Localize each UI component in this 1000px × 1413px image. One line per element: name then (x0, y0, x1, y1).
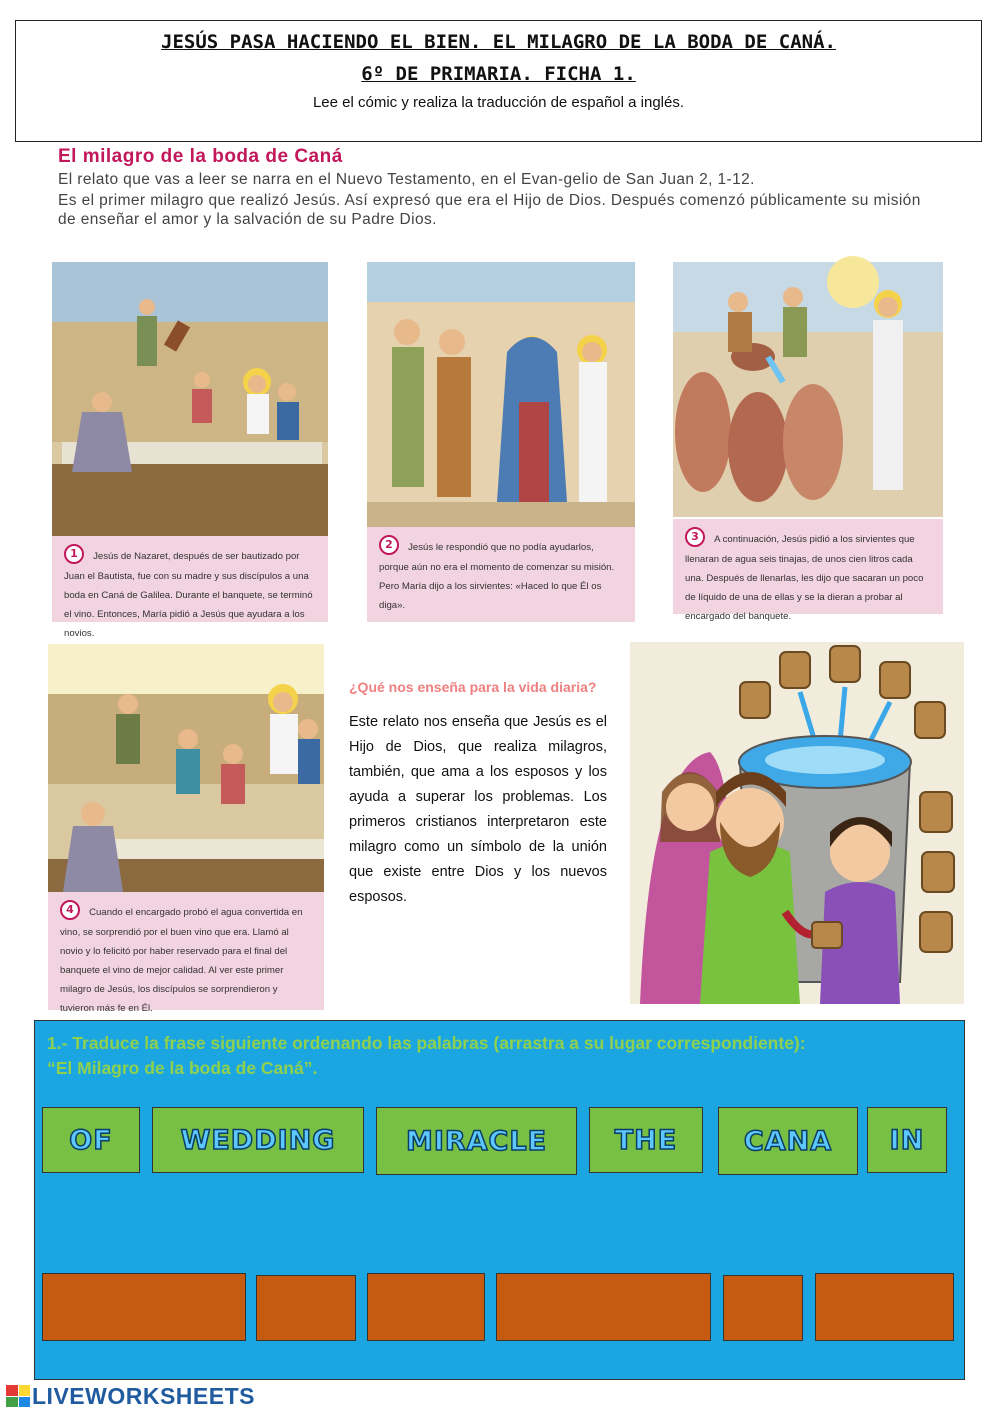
comic-panel-1 (52, 262, 328, 639)
drop-slot-6[interactable] (815, 1273, 954, 1341)
intro-paragraph-1: El relato que vas a leer se narra en el Nuevo Testamento, en el Evan-gelio de San Juan 2, 1-12. (58, 171, 755, 188)
caption-text-3: A continuación, Jesús pidió a los sirvientes que llenaran de agua seis tinajas, de unos cien litros cada una. Después de llenarlas, les dijo que sacaran un poco de líquido de una de ellas y se la dieran a probar al encargado del banquete. (685, 534, 924, 622)
worksheet-title: JESÚS PASA HACIENDO EL BIEN. EL MILAGRO DE LA BODA DE CANÁ. (161, 31, 836, 53)
worksheet-instruction: Lee el cómic y realiza la traducción de español a inglés. (312, 94, 685, 111)
drop-slot-4[interactable] (496, 1273, 711, 1341)
word-tile-label: CANA (743, 1125, 833, 1157)
word-tile-cana[interactable] (718, 1107, 858, 1175)
footer-brand (6, 1383, 255, 1409)
caption-text-2: Jesús le respondió que no podía ayudarlos, porque aún no era el momento de comenzar su misión. Pero María dijo a los sirvientes: «Haced lo que Él os diga». (379, 542, 615, 611)
drop-slot-5[interactable] (723, 1275, 803, 1341)
worksheet-header (15, 20, 982, 142)
intro-paragraph-2: Es el primer milagro que realizó Jesús. Así expresó que era el Hijo de Dios. Después comenzó públicamente su misión de enseñar el amor y la salvación de su Padre Dios. (58, 192, 921, 228)
drop-slot-1[interactable] (42, 1273, 246, 1341)
panel-number-3: 3 (685, 527, 705, 547)
comic-panel-2 (367, 262, 635, 622)
exercise-area (34, 1020, 965, 1380)
comic-caption-4 (48, 892, 324, 1014)
word-tile-label: THE (614, 1124, 678, 1156)
comic-panel-4 (48, 644, 324, 1014)
lesson-question: ¿Qué nos enseña para la vida diaria? (349, 679, 597, 695)
lesson-section (349, 676, 607, 910)
caption-text-1: Jesús de Nazaret, después de ser bautizado por Juan el Bautista, fue con su madre y sus discípulos a una boda en Caná de Galilea. Durante el banquete, se terminó el vino. Entonces, María pidió a Jesús que ayudara a los novios. (64, 551, 313, 639)
exercise-instruction-line-2: “El Milagro de la boda de Caná”. (47, 1058, 318, 1078)
comic-illustration-3 (673, 262, 943, 517)
comic-illustration-2 (367, 262, 635, 527)
word-tile-label: WEDDING (180, 1124, 336, 1156)
word-tile-label: MIRACLE (405, 1125, 548, 1157)
panel-number-2: 2 (379, 535, 399, 555)
comic-caption-2 (367, 527, 635, 622)
comic-illustration-1 (52, 262, 328, 537)
word-tile-label: OF (69, 1124, 113, 1156)
word-tile-label: IN (889, 1124, 925, 1156)
comic-caption-1 (52, 536, 328, 639)
lesson-text: Este relato nos enseña que Jesús es el Hijo de Dios, que realiza milagros, también, que ama a los esposos y los ayuda a superar los problemas. Los primeros cristianos interpretaron este milagro como un símbolo de la unión que existe entre Dios y los nuevos esposos. (349, 714, 607, 905)
exercise-instruction (47, 1031, 806, 1081)
caption-text-4: Cuando el encargado probó el agua convertida en vino, se sorprendió por el buen vino que era. Llamó al novio y lo felicitó por haber reservado para el final del banquete el vino de mejor calidad. Al ver este primer milagro de Jesús, los discípulos se sorprendieron y tuvieron más fe en Él. (60, 907, 303, 1014)
word-tile-of[interactable] (42, 1107, 140, 1173)
brand-name: LIVEWORKSHEETS (32, 1382, 255, 1409)
worksheet-subtitle: 6º DE PRIMARIA. FICHA 1. (361, 63, 636, 85)
drop-slot-2[interactable] (256, 1275, 356, 1341)
word-tile-in[interactable] (867, 1107, 947, 1173)
panel-number-4: 4 (60, 900, 80, 920)
comic-panel-3 (673, 262, 943, 622)
word-tile-wedding[interactable] (152, 1107, 364, 1173)
comic-caption-3 (673, 519, 943, 622)
liveworksheets-logo-icon (6, 1385, 30, 1407)
intro-title: El milagro de la boda de Caná (58, 146, 343, 167)
drop-slot-3[interactable] (367, 1273, 485, 1341)
panel-number-1: 1 (64, 544, 84, 564)
word-tile-miracle[interactable] (376, 1107, 577, 1175)
wedding-cana-illustration (630, 642, 964, 1004)
intro-section (58, 146, 928, 229)
word-tile-the[interactable] (589, 1107, 703, 1173)
comic-illustration-4 (48, 644, 324, 892)
exercise-instruction-line-1: 1.- Traduce la frase siguiente ordenando las palabras (arrastra a su lugar correspondiente): (47, 1033, 806, 1053)
